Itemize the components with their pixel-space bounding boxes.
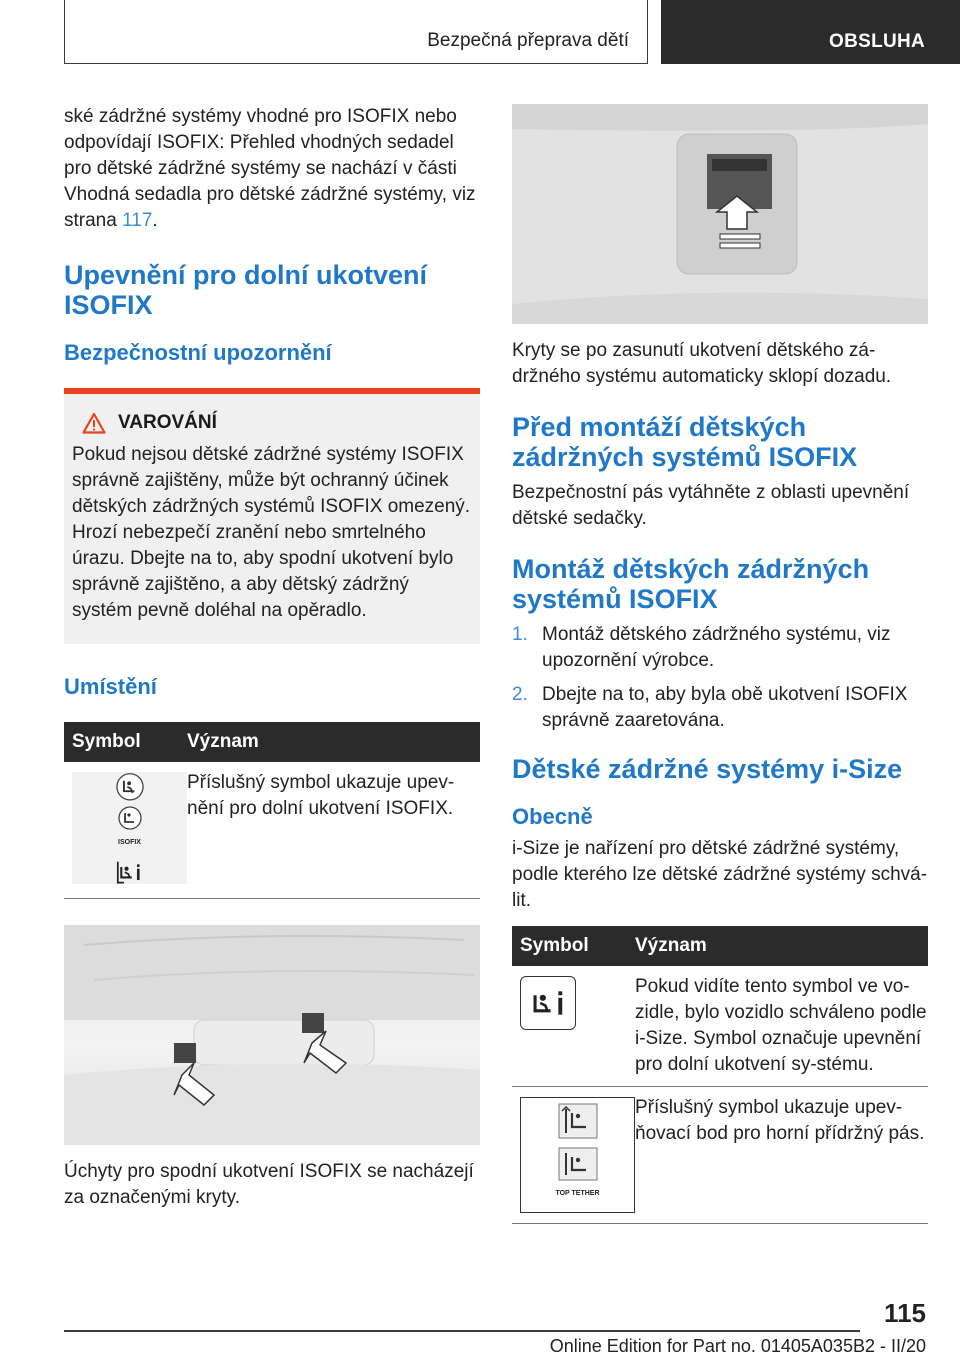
heading-isize-systems: Dětské zádržné systémy i-Size — [512, 754, 903, 784]
table-row — [512, 966, 928, 1087]
before-mounting-text: Bezpečnostní pás vytáhněte z oblasti upevnění dětské sedačky. — [512, 482, 910, 529]
table-row — [512, 1087, 928, 1224]
intro-text: ské zádržné systémy vhodné pro ISOFIX nebo odpovídají ISOFIX: Přehled vhodných sedadel pro dětské zádržné systémy se nachází v části Vhodná sedadla pro dětské zádržné systémy, viz strana — [64, 106, 476, 231]
col-header-symbol: Symbol — [64, 722, 187, 762]
list-item — [512, 622, 928, 674]
symbol-table-isize — [512, 926, 928, 1224]
warning-box — [64, 388, 480, 644]
isofix-seat-icon — [116, 806, 144, 830]
isofix-icon-label: ISOFIX — [118, 838, 141, 846]
header-frame — [64, 0, 648, 64]
isofix-labeled-icon — [116, 806, 144, 856]
header-chapter-tab — [660, 0, 960, 64]
photo-caption-anchor-covers: Úchyty pro spodní ukotvení ISOFIX se nacházejí za označenými kryty. — [64, 1160, 474, 1208]
photo-rear-seat-anchor-covers — [64, 925, 480, 1145]
cover-illustration — [512, 104, 928, 324]
top-tether-icon-group — [520, 1097, 635, 1213]
heading-before-mounting: Před montáží dětských zádržných systémů ISOFIX — [512, 412, 858, 472]
list-item — [512, 682, 928, 734]
intro-end: . — [152, 210, 158, 231]
warning-triangle-icon — [82, 412, 106, 434]
top-tether-icon-label: TOP TETHER — [555, 1190, 600, 1197]
step-number: 1. — [512, 624, 528, 645]
top-tether-seat-icon — [558, 1147, 598, 1181]
isize-seat-icon — [526, 984, 570, 1022]
col-header-symbol: Symbol — [512, 926, 635, 966]
heading-isofix-lower-anchors: Upevnění pro dolní ukotvení ISOFIX — [64, 260, 428, 320]
step-text: Montáž dětského zádržného systému, viz upozornění výrobce. — [542, 624, 891, 671]
symbol-cell — [64, 762, 187, 898]
child-seat-anchor-icon — [111, 772, 149, 802]
col-header-meaning: Význam — [187, 722, 480, 762]
table-row — [64, 762, 480, 898]
warning-title — [82, 412, 472, 434]
header-section-title: Bezpečná přeprava dětí — [427, 30, 629, 51]
top-tether-anchor-icon — [558, 1103, 598, 1139]
heading-mounting: Montáž dětských zádržných systémů ISOFIX — [512, 554, 870, 614]
step-number: 2. — [512, 684, 528, 705]
symbol-cell — [512, 1087, 635, 1224]
photo-caption-cover-fold: Kryty se po zasunutí ukotvení dětského zá-držného systému automaticky sklopí dozadu. — [512, 340, 892, 387]
right-column — [512, 104, 928, 1224]
photo-anchor-cover-closeup — [512, 104, 928, 324]
heading-general: Obecně — [512, 804, 593, 829]
intro-paragraph — [64, 104, 480, 234]
edition-note: Online Edition for Part no. 01405A035B2 - II/20 — [549, 1336, 926, 1356]
top-tether-labeled-icon — [555, 1147, 599, 1207]
heading-safety-notice: Bezpečnostní upozornění — [64, 340, 332, 365]
warning-title-text: VAROVÁNÍ — [118, 412, 217, 433]
meaning-cell: Příslušný symbol ukazuje upev-ňovací bod pro horní přídržný pás. — [635, 1087, 928, 1224]
general-text: i-Size je nařízení pro dětské zádržné systémy, podle kterého lze dětské zádržné systémy schvá-lit. — [512, 838, 928, 911]
col-header-meaning: Význam — [635, 926, 928, 966]
step-text: Dbejte na to, aby byla obě ukotvení ISOFIX správně zaaretována. — [542, 684, 908, 731]
isize-icon-frame — [520, 976, 576, 1030]
page-link-117[interactable]: 117 — [122, 210, 153, 231]
isize-seat-icon — [113, 860, 147, 884]
seat-illustration — [64, 925, 480, 1145]
warning-text: Pokud nejsou dětské zádržné systémy ISOFIX správně zajištěny, může být ochranný účinek dětských zádržných systémů ISOFIX omezený. Hrozí nebezpečí zranění nebo smrtelného úrazu. Dbejte na to, aby spodní ukotvení bylo správně zajištěno, a aby dětský zádržný systém pevně doléhal na opěradlo. — [72, 444, 471, 621]
page-number: 115 — [884, 1298, 926, 1328]
isofix-icon-group — [72, 772, 187, 884]
symbol-table-isofix — [64, 722, 480, 899]
symbol-cell — [512, 966, 635, 1087]
header-chapter-label: OBSLUHA — [829, 31, 926, 52]
footer-divider — [64, 1330, 860, 1332]
mounting-steps — [512, 622, 928, 734]
meaning-cell: Příslušný symbol ukazuje upev-nění pro dolní ukotvení ISOFIX. — [187, 762, 480, 898]
meaning-cell: Pokud vidíte tento symbol ve vo-zidle, bylo vozidlo schváleno podle i-Size. Symbol označuje upevnění pro dolní ukotvení sy-stému. — [635, 966, 928, 1087]
heading-placement: Umístění — [64, 674, 157, 699]
left-column — [64, 104, 480, 1211]
